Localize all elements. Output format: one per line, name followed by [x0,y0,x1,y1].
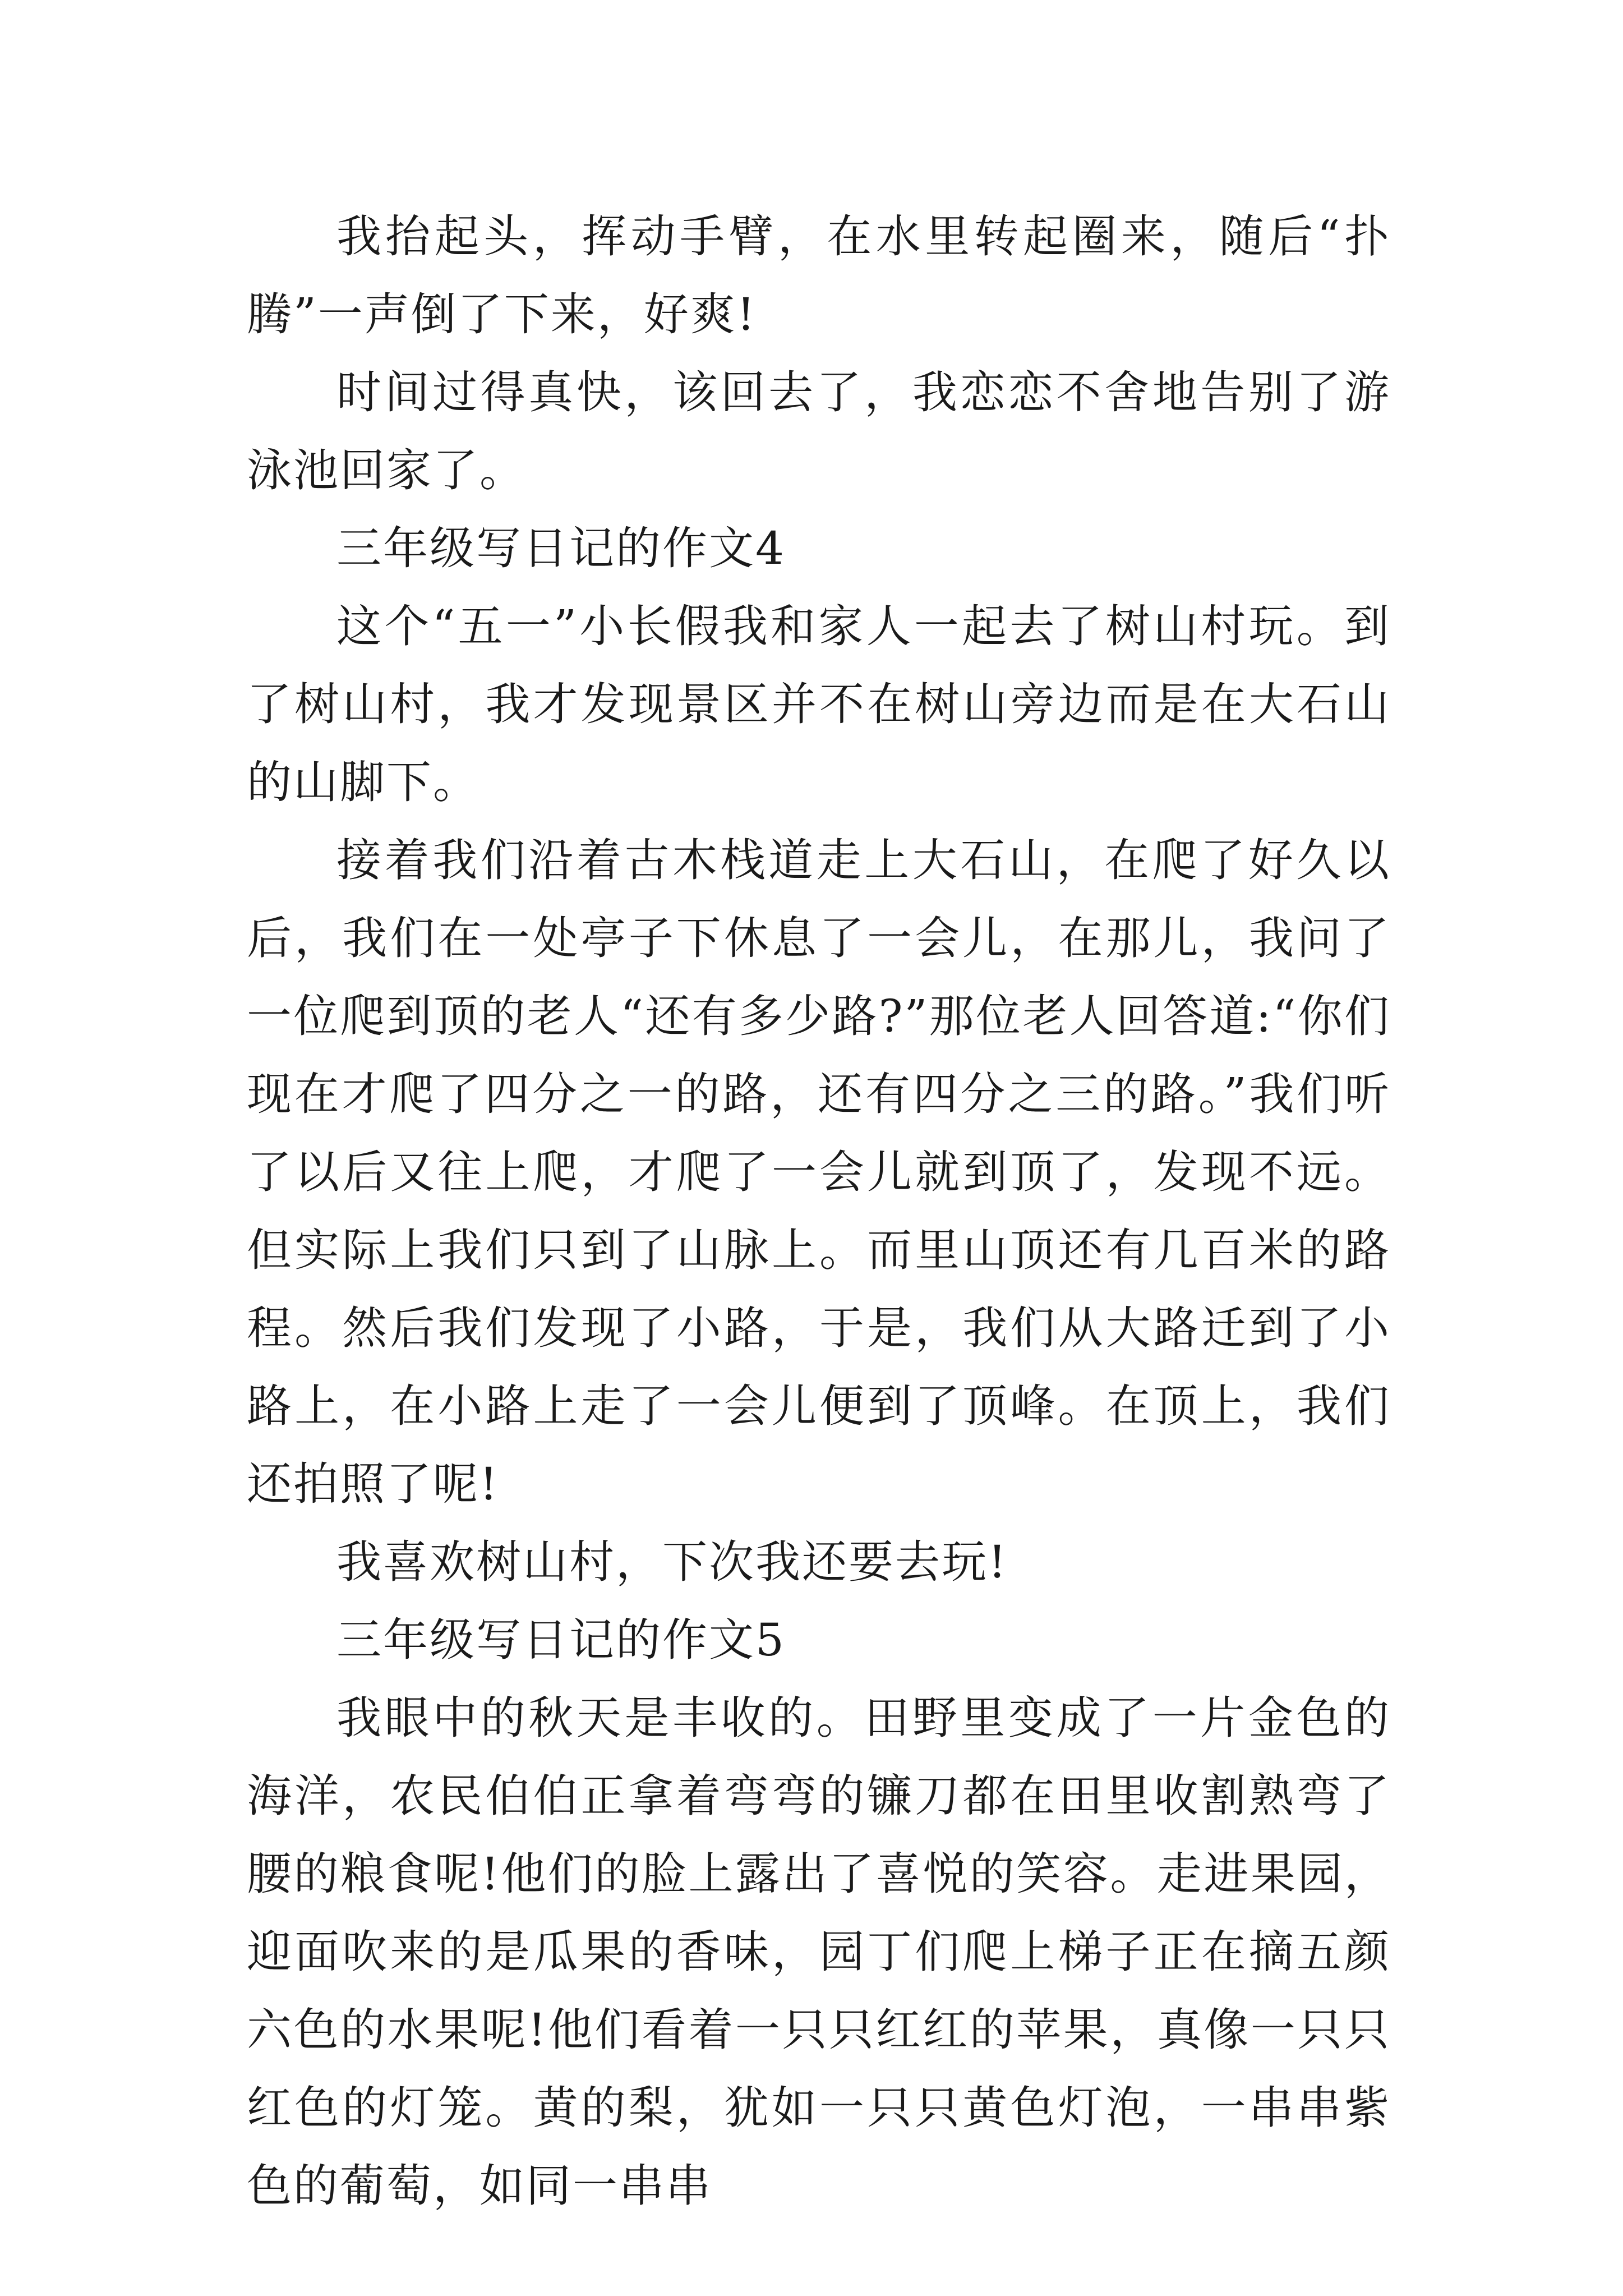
section-heading-4: 三年级写日记的作文4 [336,522,786,574]
paragraph-4: 接着我们沿着古木栈道走上大石山，在爬了好久以后，我们在一处亭子下休息了一会儿，在那儿，我问了一位爬到顶的老人“还有多少路?”那位老人回答道:“你们现在才爬了四分之一的路，还有四分之三的路。”我们听了以后又往上爬，才爬了一会儿就到顶了，发现不远。但实际上我们只到了山脉上。而里山顶还有几百米的路程。然后我们发现了小路，于是，我们从大路迁到了小路上，在小路上走了一会儿便到了顶峰。在顶上，我们还拍照了呢! [247,834,1391,1510]
paragraph-5: 我喜欢树山村，下次我还要去玩! [336,1536,1008,1588]
paragraph-1: 我抬起头，挥动手臂，在水里转起圈来，随后“扑腾”一声倒了下来，好爽! [247,210,1391,341]
paragraph-3: 这个“五一”小长假我和家人一起去了树山村玩。到了树山村，我才发现景区并不在树山旁边而是在大石山的山脚下。 [247,600,1391,808]
section-heading-5: 三年级写日记的作文5 [336,1614,786,1666]
paragraph-6: 我眼中的秋天是丰收的。田野里变成了一片金色的海洋，农民伯伯正拿着弯弯的镰刀都在田里收割熟弯了腰的粮食呢!他们的脸上露出了喜悦的笑容。走进果园，迎面吹来的是瓜果的香味，园丁们爬上梯子正在摘五颜六色的水果呢!他们看着一只只红红的苹果，真像一只只红色的灯笼。黄的梨，犹如一只只黄色灯泡，一串串紫色的葡萄，如同一串串 [247,1692,1391,2212]
document-body [247,197,1391,2225]
paragraph-2: 时间过得真快，该回去了，我恋恋不舍地告别了游泳池回家了。 [247,366,1391,496]
